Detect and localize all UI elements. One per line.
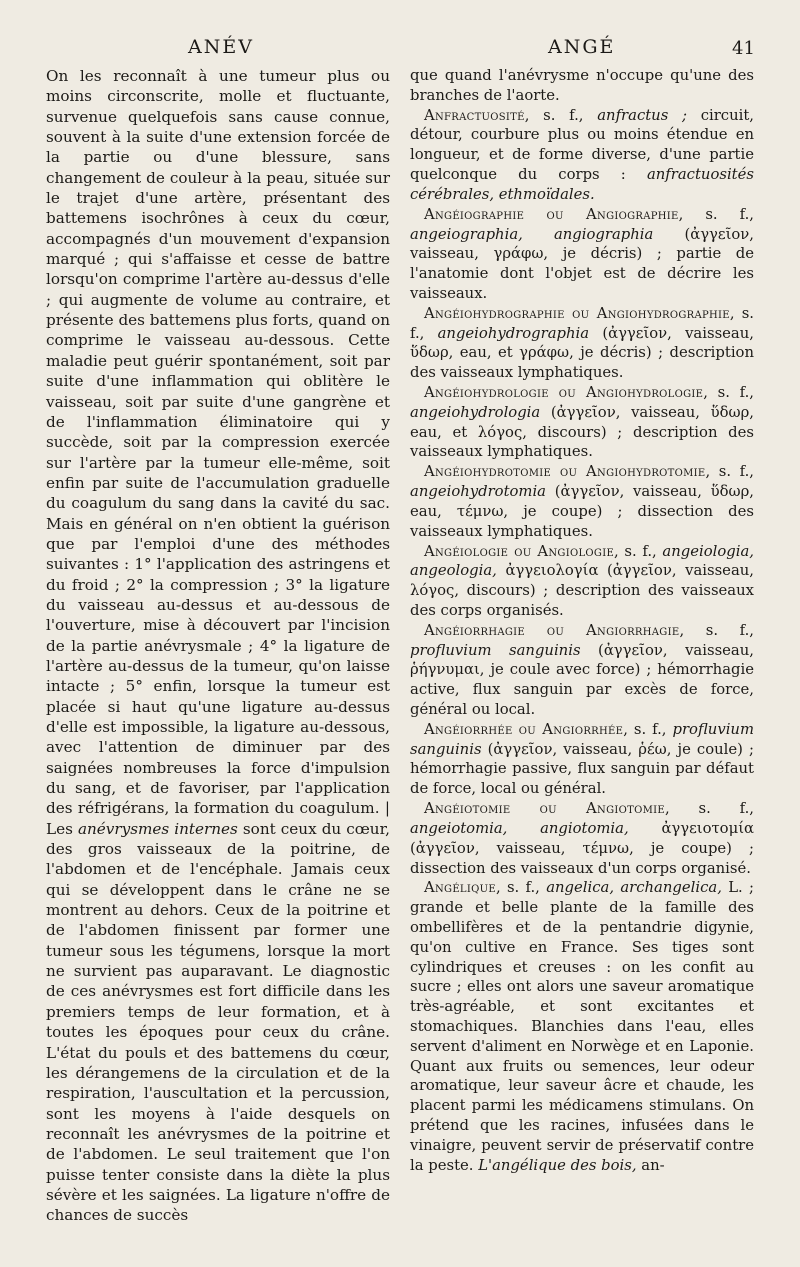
entry-angeiotomie (410, 799, 754, 878)
entry-latin: profluvium sanguinis (410, 720, 754, 758)
entry-grammar: , s. f., (495, 879, 540, 897)
entry-grammar: , s. f., (614, 542, 657, 560)
entry-headword: Angéiotomie ou Angiotomie (424, 800, 665, 818)
entry-headword: Angéiorrhée ou Angiorrhée (424, 720, 624, 738)
aneurysm-internal-term: anévrysmes internes (77, 819, 238, 838)
running-head-left: ANÉV (188, 36, 254, 58)
entry-latin: angeiohydrotomia (410, 483, 547, 501)
entry-angeiohydrologie (410, 383, 754, 462)
entry-headword: Angéiohydrologie ou Angiohydrologie (424, 384, 704, 401)
entry-trailing-hyphenation: an- (641, 1156, 665, 1174)
entry-latin: angeiohydrographia (437, 324, 590, 342)
entry-latin: angeiohydrologia (410, 403, 541, 421)
entry-body: (ἀγγεῖον, vaisseau, γράφω, je décris) ; partie de l'anatomie dont l'objet est de décrire les vaisseaux. (410, 225, 754, 302)
entry-grammar: , s. f., (679, 621, 755, 639)
entry-headword: Angéiohydrotomie ou Angiohydrotomie (424, 463, 706, 481)
running-head-right: ANGÉ (548, 36, 616, 58)
aneurysm-text: On les reconnaît à une tumeur plus ou moins circonscrite, molle et fluctuante, survenue quelquefois sans cause connue, souvent à la suite d'une extension forcée de la partie ou d'une blessure, sans changement de couleur à la peau, située sur le trajet d'une artère, présentant des battemens isochrônes à ceux du cœur, accompagnés d'un mouvement d'expansion marqué ; qui s'affaisse et cesse de battre lorsqu'on comprime l'artère au-dessus d'elle ; qui augmente de volume au contraire, et présente des battemens plus forts, quand on comprime le vaisseau au-dessous. Cette maladie peut guérir spontanément, soit par suite d'une inflammation qui oblitère le vaisseau, soit par suite d'une gangrène et de l'inflammation éliminatoire qui y succède, soit par la compression exercée sur l'artère par la tumeur elle-même, soit enfin par suite de l'accumulation graduelle du coagulum du sang dans la cavité du sac. Mais en général on n'en obtient la guérison que par l'emploi d'une des méthodes suivantes : 1° l'application des astringens et du froid ; 2° la compression ; 3° la ligature du vaisseau au-dessus et au-dessous de l'ouverture, mise à découvert par l'incision de la partie anévrysmale ; 4° la ligature de l'artère au-dessus de la tumeur, qu'on laisse intacte ; 5° enfin, lorsque la tumeur est placée si haut qu'une ligature au-dessus d'elle est impossible, la ligature au-dessous, avec l'attention de diminuer par des saignées nombreuses la force d'impulsion du sang, et de favoriser, par l'application des réfrigérans, la formation du coagulum. | Les (46, 67, 390, 838)
entry-grammar: , s. f., (524, 106, 584, 124)
entry-body: ἀγγειολογία (ἀγγεῖον, vaisseau, λόγος, discours) ; description des vaisseaux des corps organisés. (410, 562, 754, 619)
page-number: 41 (732, 38, 755, 59)
entry-latin: angeiologia, angeologia, (410, 542, 754, 580)
entry-body: L. ; grande et belle plante de la famille des ombellifères et de la pentandrie digynie, qu'on cultive en France. Ses tiges sont cylindriques et creuses : on les confit au sucre ; elles ont alors une saveur aromatique très-agréable, et sont excitantes et stomachiques. Blanchies dans l'eau, elles servent d'aliment en Norwège et en Laponie. Quant aux fruits ou semences, leur odeur aromatique, leur saveur âcre et chaude, les placent parmi les médicamens stimulans. On prétend que les racines, infusées dans le vinaigre, peuvent servir de préservatif contre la peste. (410, 879, 755, 1174)
entry-grammar: , s. f., (705, 463, 754, 481)
entry-headword: Angélique (424, 879, 496, 897)
entry-latin: anfractus ; (597, 106, 687, 124)
entry-angeiorrhagie (410, 621, 754, 720)
entry-grammar: , s. f., (664, 800, 754, 818)
entry-latin: angelica, archangelica, (546, 879, 722, 897)
entry-angeiographie (410, 205, 754, 304)
entry-body: (ἀγγεῖον, vaisseau, ῥέω, je coule) ; hémorrhagie passive, flux sanguin par défaut de force, local ou général. (410, 740, 754, 798)
entry-headword: Angéiohydrographie ou Angiohydrographie (424, 304, 730, 322)
entry-headword: Angéiographie ou Angiographie (424, 205, 679, 223)
entry-anfractuosite (410, 106, 754, 205)
entry-headword: Anfractuosité (424, 106, 525, 124)
entry-example: anfractuosités cérébrales, ethmoïdales. (410, 166, 754, 203)
entry-body: (ἀγγεῖον, vaisseau, ὕδωρ, eau, et λόγος, discours) ; description des vaisseaux lymphatiques. (410, 403, 754, 461)
right-column (410, 66, 754, 1176)
entry-angeiohydrographie (410, 304, 754, 383)
right-column-continuation: que quand l'anévrysme n'occupe qu'une des branches de l'aorte. (410, 67, 754, 104)
entry-angeiohydrotomie (410, 462, 754, 541)
entry-grammar: , s. f., (623, 720, 667, 738)
entry-grammar: , s. f., (703, 384, 754, 401)
entry-latin: angeiotomia, angiotomia, (410, 819, 629, 837)
entry-angeiologie (410, 542, 754, 621)
aneurysm-entry-continuation (46, 66, 390, 1226)
entry-headword: Angéiorrhagie ou Angiorrhagie (424, 621, 680, 639)
entry-latin: profluvium sanguinis (410, 641, 581, 659)
entry-body: circuit, détour, courbure plus ou moins étendue en longueur, et de forme diverse, d'une partie quelconque du corps : (410, 106, 754, 184)
running-head (0, 36, 800, 64)
left-column (46, 66, 390, 1226)
aneurysm-text-2: sont ceux du cœur, des gros vaisseaux de la poitrine, de l'abdomen et de l'encéphale. Jamais ceux qui se développent dans le crâne ne se montrent au dehors. Ceux de la poitrine et de l'abdomen finissent par former une tumeur sous les tégumens, lorsque la mort ne survient pas auparavant. Le diagnostic de ces anévrysmes est fort difficile dans les premiers temps de leur formation, et à toutes les époques pour ceux du crâne. L'état du pouls et des battemens du cœur, les dérangemens de la circulation et de la respiration, l'auscultation et la percussion, sont les moyens à l'aide desquels on reconnaît les anévrysmes de la poitrine et de l'abdomen. Le seul traitement que l'on puisse tenter consiste dans la diète la plus sévère et les saignées. La ligature n'offre de chances de succès (46, 819, 391, 1225)
entry-latin: angeiographia, angiographia (410, 225, 654, 243)
entry-grammar: , s. f., (678, 205, 754, 223)
entry-body: (ἀγγεῖον, vaisseau, ὕδωρ, eau, et γράφω, je décris) ; description des vaisseaux lymphatiques. (410, 324, 754, 382)
entry-headword: Angéiologie ou Angiologie (424, 542, 615, 560)
entry-angeiorrhee (410, 720, 754, 799)
entry-angelique (410, 878, 754, 1175)
entry-body: (ἀγγεῖον, vaisseau, ὕδωρ, eau, τέμνω, je coupe) ; dissection des vaisseaux lymphatiques. (410, 483, 754, 540)
entry-body: (ἀγγεῖον, vaisseau, ῥήγνυμαι, je coule avec force) ; hémorrhagie active, flux sanguin par excès de force, général ou local. (410, 641, 754, 718)
entry-grammar: , s. f., (410, 304, 754, 342)
entry-example: L'angélique des bois, (478, 1156, 637, 1174)
entry-body: ἀγγειοτομία (ἀγγεῖον, vaisseau, τέμνω, je coupe) ; dissection des vaisseaux d'un corps organisé. (410, 819, 754, 877)
